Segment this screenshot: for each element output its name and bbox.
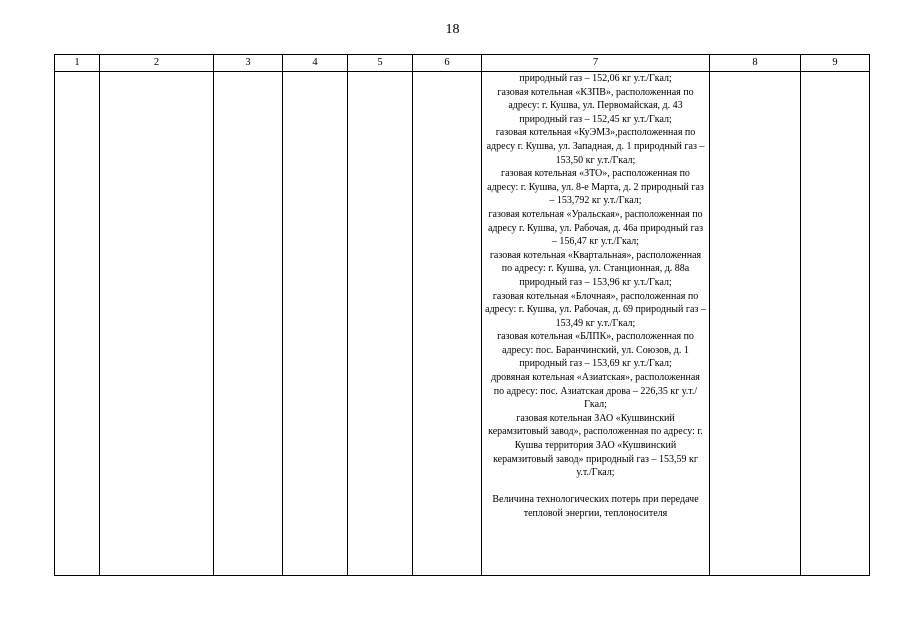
table-cell-col-8 [710,72,801,576]
text-paragraph: газовая котельная «Уральская», расположенная по адресу г. Кушва, ул. Рабочая, д. 46а природный газ – 156,47 кг у.т./Гкал; [487,208,704,248]
column-header-8: 8 [710,55,801,72]
text-paragraph: газовая котельная «КуЭМЗ»,расположенная по адресу г. Кушва, ул. Западная, д. 1 природный газ – 153,50 кг у.т./Гкал; [486,127,705,166]
table-cell-col-6 [413,72,482,576]
text-paragraph: газовая котельная «Блочная», расположенная по адресу: г. Кушва, ул. Рабочая, д. 69 природный газ – 153,49 кг у.т./Гкал; [485,290,706,329]
table-row [55,72,870,576]
column-header-2: 2 [100,55,214,72]
boiler-list-text [482,72,709,521]
column-header-9: 9 [801,55,870,72]
text-paragraph: газовая котельная «Квартальная», расположенная по адресу: г. Кушва, ул. Станционная, д. 88а природный газ – 153,96 кг у.т./Гкал; [489,249,702,288]
table-cell-col-7 [482,72,710,576]
column-header-6: 6 [413,55,482,72]
text-paragraph: Величина технологических потерь при передаче тепловой энергии, теплоносителя [492,494,699,519]
table-cell-col-4 [283,72,348,576]
document-table [54,54,870,576]
table-cell-col-2 [100,72,214,576]
text-paragraph: газовая котельная «БЛПК», расположенная по адресу: пос. Баранчинский, ул. Союзов, д. 1 природный газ – 153,69 кг у.т./Гкал; [497,331,694,370]
table-cell-col-3 [214,72,283,576]
table-cell-col-1 [55,72,100,576]
column-header-1: 1 [55,55,100,72]
column-header-7: 7 [482,55,710,72]
text-paragraph: газовая котельная «КЗПВ», расположенная по адресу: г. Кушва, ул. Первомайская, д. 43 природный газ – 152,45 кг у.т./Гкал; [497,86,694,125]
page-number: 18 [445,22,460,37]
header-row [55,55,870,72]
text-paragraph: газовая котельная ЗАО «Кушвинский керамзитовый завод», расположенная по адресу: г. Кушва территория ЗАО «Кушвинский керамзитовый завод» природный газ – 153,59 кг у.т./Гкал; [488,412,703,479]
text-paragraph: дровяная котельная «Азиатская», расположенная по адресу: пос. Азиатская дрова – 226,35 кг у.т./Гкал; [491,372,700,411]
column-header-3: 3 [214,55,283,72]
column-header-4: 4 [283,55,348,72]
table-cell-col-5 [348,72,413,576]
table-cell-col-9 [801,72,870,576]
text-paragraph: природный газ – 152,06 кг у.т./Гкал; [519,73,672,84]
text-paragraph: газовая котельная «ЗТО», расположенная по адресу: г. Кушва, ул. 8-е Марта, д. 2 природный газ – 153,792 кг у.т./Гкал; [487,168,704,207]
column-header-5: 5 [348,55,413,72]
